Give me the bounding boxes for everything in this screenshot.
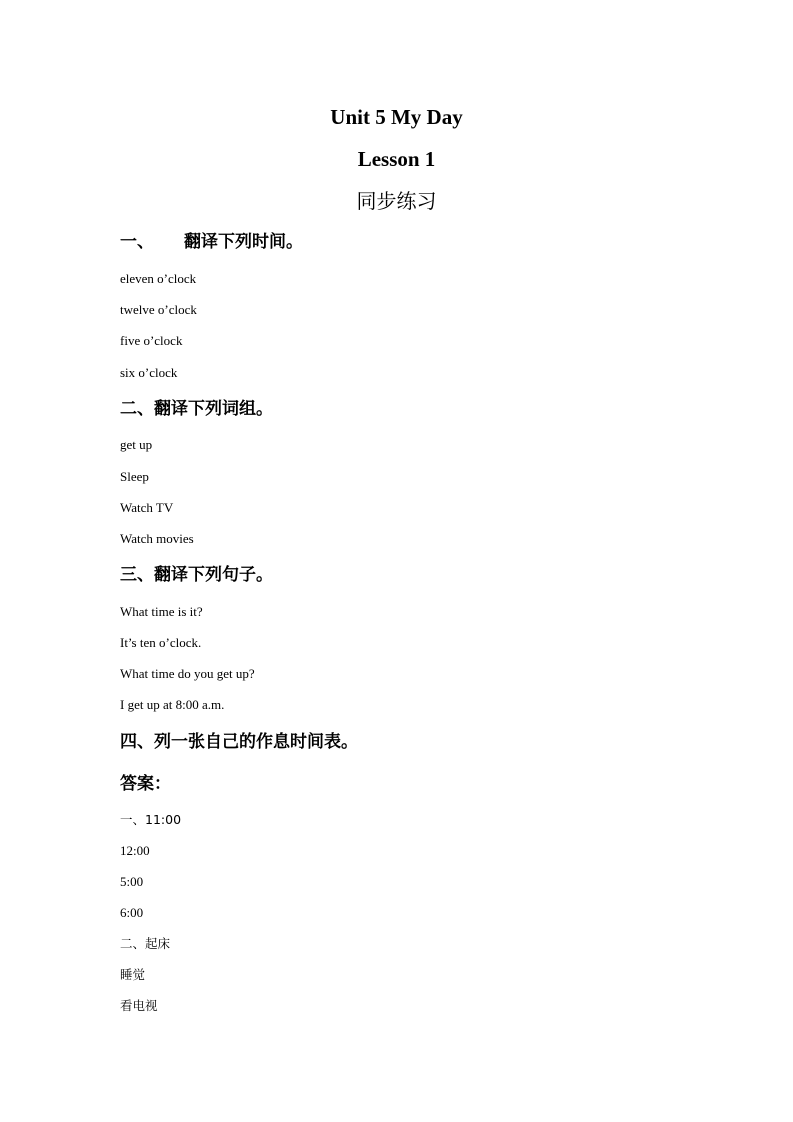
section-2-item: Watch movies <box>120 531 194 546</box>
answer-line: 12:00 <box>120 843 150 858</box>
exercise-subtitle: 同步练习 <box>356 189 437 213</box>
section-3-heading <box>120 564 273 586</box>
lesson-title: Lesson 1 <box>357 147 436 171</box>
document-title: Unit 5 My Day <box>330 105 463 129</box>
section-1-item: eleven o’clock <box>120 271 197 286</box>
section-4-heading <box>120 731 358 753</box>
section-1-item: six o’clock <box>120 365 178 380</box>
section-3-number: 三、 <box>120 565 154 585</box>
answer-line: 看电视 <box>120 998 158 1013</box>
section-3-title: 翻译下列句子。 <box>154 565 273 585</box>
section-3-item: What time is it? <box>120 604 203 619</box>
answer-line: 一、11:00 <box>120 812 182 827</box>
section-3-item: It’s ten o’clock. <box>120 635 202 650</box>
section-2-heading <box>120 398 273 420</box>
section-4-title: 列一张自己的作息时间表。 <box>154 732 358 752</box>
section-1-heading <box>120 231 303 253</box>
section-4-number: 四、 <box>120 732 154 752</box>
section-1-number: 一、 <box>120 232 154 252</box>
section-2-item: Watch TV <box>120 500 174 515</box>
section-3-item: I get up at 8:00 a.m. <box>120 697 225 712</box>
answer-line: 二、起床 <box>120 936 171 951</box>
section-2-item: get up <box>120 437 153 452</box>
answers-heading: 答案： <box>120 774 171 794</box>
section-2-item: Sleep <box>120 469 149 484</box>
answer-line: 睡觉 <box>120 967 146 982</box>
answer-line: 5:00 <box>120 874 144 889</box>
answer-line: 6:00 <box>120 905 144 920</box>
section-2-title: 翻译下列词组。 <box>154 399 273 419</box>
section-1-title: 翻译下列时间。 <box>184 232 303 252</box>
section-1-item: five o’clock <box>120 333 183 348</box>
section-2-number: 二、 <box>120 399 154 419</box>
section-3-item: What time do you get up? <box>120 666 255 681</box>
section-1-item: twelve o’clock <box>120 302 197 317</box>
